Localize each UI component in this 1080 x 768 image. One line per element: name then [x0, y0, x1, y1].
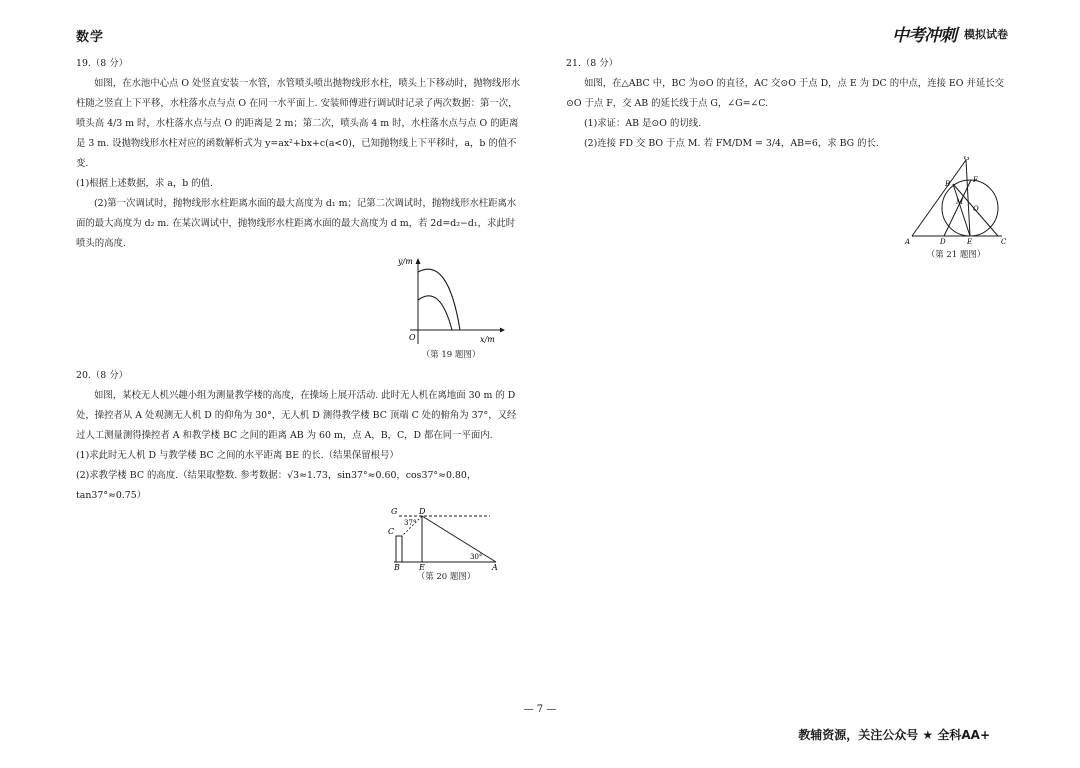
q20-part1: (1)求此时无人机 D 与教学楼 BC 之间的水平距离 BE 的长.（结果保留根号） — [76, 450, 399, 461]
parabola-diagram — [396, 256, 506, 348]
origin-label: O — [409, 333, 416, 342]
label-m: M — [956, 198, 964, 206]
left-column — [76, 54, 521, 584]
brand — [892, 21, 1008, 46]
q20-stem: 如图，某校无人机兴趣小组为测量教学楼的高度，在操场上展开活动. 此时无人机在离地面 30 m 的 D 处，操控者从 A 处观测无人机 D 的仰角为 30°，无人机 D 测得教学楼 BC 顶端 C 处的俯角为 37°，又经过人工测量测得操控者 A 和教学楼 BC 之间的距离 AB 为 60 m，点 A，B，C，D 都在同一平面内. — [76, 390, 517, 441]
label-e: E — [419, 563, 425, 570]
q21-figure — [904, 156, 1008, 262]
circle-diagram — [904, 156, 1008, 248]
label-f: F — [973, 176, 978, 184]
q21-head: 21.（8 分） — [566, 58, 618, 69]
angle-30: 30° — [470, 553, 483, 561]
q20-figure — [386, 508, 506, 584]
brand-logo: 中考冲刺 — [892, 26, 956, 46]
angle-37: 37° — [404, 519, 417, 527]
label-e: E — [967, 238, 973, 246]
q19-figure — [396, 256, 506, 362]
q19-part1: (1)根据上述数据，求 a，b 的值. — [76, 178, 213, 189]
x-axis-label: x/m — [480, 335, 495, 344]
q19-stem: 如图，在水池中心点 O 处竖直安装一水管，水管喷头喷出抛物线形水柱，喷头上下移动时，抛物线形水柱随之竖直上下平移，水柱落水点与点 O 在同一水平面上. 安装师傅进行调试时记录了两次数据：第一次，喷头高 4/3 m 时，水柱落水点与点 O 的距离是 2 m；第二次，喷头高 4 m 时，水柱落水点与点 O 的距离是 3 m. 设抛物线形水柱对应的函数解析式为 y=ax²+bx+c(a<0)，已知抛物线上下平移时，a，b 的值不变. — [76, 78, 521, 169]
right-column — [566, 54, 1011, 262]
label-c: C — [388, 527, 395, 536]
label-b: B — [945, 180, 951, 188]
label-d: D — [419, 508, 426, 516]
q21-part2: (2)连接 FD 交 BO 于点 M. 若 FM/DM = 3/4，AB=6，求 BG 的长. — [584, 138, 879, 149]
exam-type: 模拟试卷 — [964, 27, 1008, 41]
question-20 — [76, 366, 521, 584]
label-a: A — [905, 238, 911, 246]
q20-caption: （第 20 题图） — [416, 572, 476, 582]
footer-note: 教辅资源，关注公众号 ★ 全科AA+ — [798, 728, 990, 742]
label-d: D — [940, 238, 946, 246]
label-a: A — [492, 563, 498, 570]
q19-caption: （第 19 题图） — [421, 350, 481, 360]
q21-stem: 如图，在△ABC 中，BC 为⊙O 的直径，AC 交⊙O 于点 D，点 E 为 DC 的中点，连接 EO 并延长交⊙O 于点 F，交 AB 的延长线于点 G，∠G=∠C. — [566, 78, 1004, 109]
q19-head: 19.（8 分） — [76, 58, 128, 69]
q20-part2: (2)求教学楼 BC 的高度.（结果取整数. 参考数据：√3≈1.73，sin37°≈0.60，cos37°≈0.80，tan37°≈0.75） — [76, 470, 477, 501]
subject-title: 数学 — [76, 30, 105, 45]
label-g: G — [964, 156, 970, 162]
question-21 — [566, 54, 1011, 262]
page-number: — 7 — — [523, 704, 557, 715]
drone-diagram — [386, 508, 506, 570]
question-19 — [76, 54, 521, 362]
label-c: C — [1001, 238, 1007, 246]
label-o: O — [973, 205, 979, 213]
q20-head: 20.（8 分） — [76, 370, 128, 381]
q21-caption: （第 21 题图） — [926, 250, 986, 260]
q21-part1: (1)求证：AB 是⊙O 的切线. — [584, 118, 702, 129]
q19-part2: (2)第一次调试时，抛物线形水柱距离水面的最大高度为 d₁ m；记第二次调试时，抛物线形水柱距离水面的最大高度为 d₂ m. 在某次调试中，抛物线形水柱距离水面的最大高度为 d m，若 2d=d₂−d₁，求此时喷头的高度. — [76, 198, 517, 249]
y-axis-label: y/m — [398, 257, 413, 266]
label-g: G — [391, 508, 398, 516]
label-b: B — [394, 563, 400, 570]
